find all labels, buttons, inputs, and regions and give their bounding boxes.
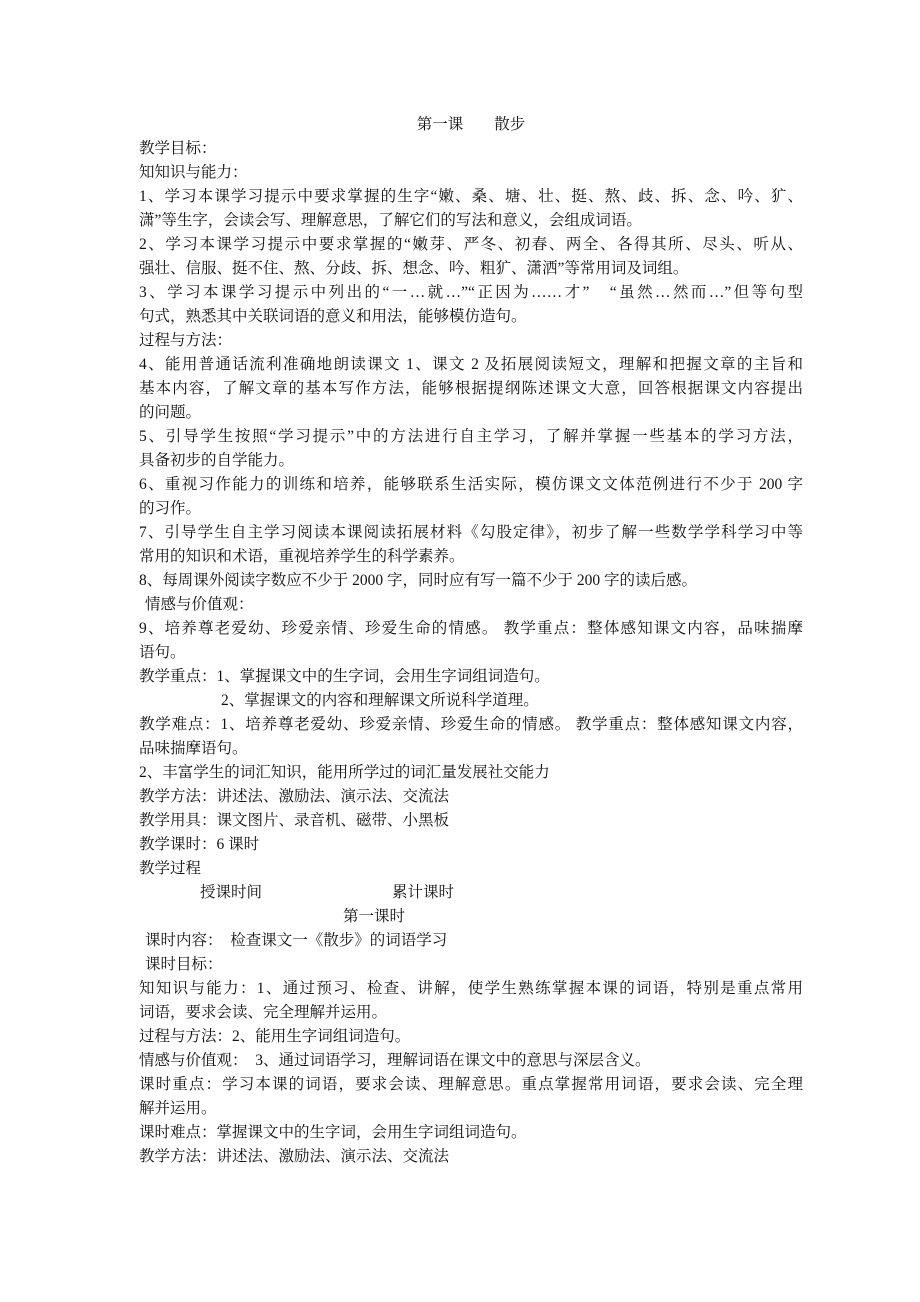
- text-line: 潇”等生字，会读会写、理解意思，了解它们的写法和意义，会组成词语。: [139, 212, 642, 229]
- text-line: 3、学习本课学习提示中列出的“一…就…”“正因为……才” “虽然…然而…”但等句型: [139, 284, 803, 301]
- text-line: 2、丰富学生的词汇知识，能用所学过的词汇量发展社交能力: [139, 764, 550, 781]
- text-line: 9、培养尊老爱幼、珍爱亲情、珍爱生命的情感。 教学重点：整体感知课文内容，品味揣摩: [139, 620, 803, 637]
- section-heading: 教学过程: [139, 860, 202, 877]
- text-line: 5、引导学生按照“学习提示”中的方法进行自主学习，了解并掌握一些基本的学习方法，: [139, 428, 803, 445]
- text-line: 课时重点：学习本课的词语，要求会读、理解意思。重点掌握常用词语，要求会读、完全理: [139, 1076, 803, 1093]
- text-line: 情感与价值观： 3、通过词语学习，理解词语在课文中的意思与深层含义。: [139, 1052, 651, 1069]
- text-line: 的习作。: [139, 500, 202, 517]
- text-line: 具备初步的自学能力。: [139, 452, 295, 469]
- text-line: 教学用具：课文图片、录音机、磁带、小黑板: [139, 812, 450, 829]
- session-title: 第一课时: [343, 908, 406, 925]
- text-line: 语句。: [139, 644, 186, 661]
- text-line: 7、引导学生自主学习阅读本课阅读拓展材料《勾股定律》，初步了解一些数学学科学习中等: [139, 524, 803, 541]
- schedule-col-teaching-time: 授课时间: [200, 884, 263, 901]
- text-line: 基本内容，了解文章的基本写作方法，能够根据提纲陈述课文大意，回答根据课文内容提出: [139, 380, 803, 397]
- text-line: 词语，要求会读、完全理解并运用。: [139, 1004, 388, 1021]
- subsection-heading: 知知识与能力：: [139, 164, 248, 181]
- schedule-col-cumulative-hours: 累计课时: [392, 884, 455, 901]
- text-line: 2、学习本课学习提示中要求掌握的“嫩芽、严冬、初春、两全、各得其所、尽头、听从、: [139, 236, 803, 253]
- text-line: 课时内容： 检查课文一《散步》的词语学习: [145, 932, 448, 949]
- text-line: 2、掌握课文的内容和理解课文所说科学道理。: [221, 692, 539, 709]
- text-line: 教学方法：讲述法、激励法、演示法、交流法: [139, 1148, 450, 1165]
- section-heading: 教学目标：: [139, 140, 217, 157]
- text-line: 教学重点：1、掌握课文中的生字词，会用生字词组词造句。: [139, 668, 550, 685]
- text-line: 6、重视习作能力的训练和培养，能够联系生活实际，模仿课文文体范例进行不少于 200 字: [139, 476, 803, 493]
- text-line: 解并运用。: [139, 1100, 217, 1117]
- text-line: 教学课时：6 课时: [139, 836, 260, 853]
- text-line: 常用的知识和术语，重视培养学生的科学素养。: [139, 548, 465, 565]
- text-line: 4、能用普通话流利准确地朗读课文 1、课文 2 及拓展阅读短文，理解和把握文章的主旨和: [139, 356, 803, 373]
- subsection-heading: 情感与价值观：: [145, 596, 254, 613]
- subsection-heading: 过程与方法：: [139, 332, 233, 349]
- text-line: 句式，熟悉其中关联词语的意义和用法，能够模仿造句。: [139, 308, 527, 325]
- document-page: [139, 113, 803, 1169]
- text-line: 1、学习本课学习提示中要求掌握的生字“嫩、桑、塘、壮、挺、熬、歧、拆、念、吟、犷、: [139, 188, 803, 205]
- text-line: 教学难点：1、培养尊老爱幼、珍爱亲情、珍爱生命的情感。 教学重点：整体感知课文内容，: [139, 716, 803, 733]
- text-line: 过程与方法：2、能用生字词组词造句。: [139, 1028, 411, 1045]
- text-line: 的问题。: [139, 404, 202, 421]
- schedule-row: [139, 881, 803, 905]
- text-line: 教学方法：讲述法、激励法、演示法、交流法: [139, 788, 450, 805]
- text-line: 强壮、信服、挺不住、熬、分歧、拆、想念、吟、粗犷、潇洒”等常用词及词组。: [139, 260, 689, 277]
- text-line: 知知识与能力：1、通过预习、检查、讲解，使学生熟练掌握本课的词语，特别是重点常用: [139, 980, 803, 997]
- lesson-title: 第一课 散步: [416, 116, 526, 133]
- text-line: 8、每周课外阅读字数应不少于 2000 字，同时应有写一篇不少于 200 字的读后感。: [139, 572, 698, 589]
- text-line: 品味揣摩语句。: [139, 740, 248, 757]
- text-line: 课时目标：: [145, 956, 223, 973]
- text-line: 课时难点：掌握课文中的生字词，会用生字词组词造句。: [139, 1124, 527, 1141]
